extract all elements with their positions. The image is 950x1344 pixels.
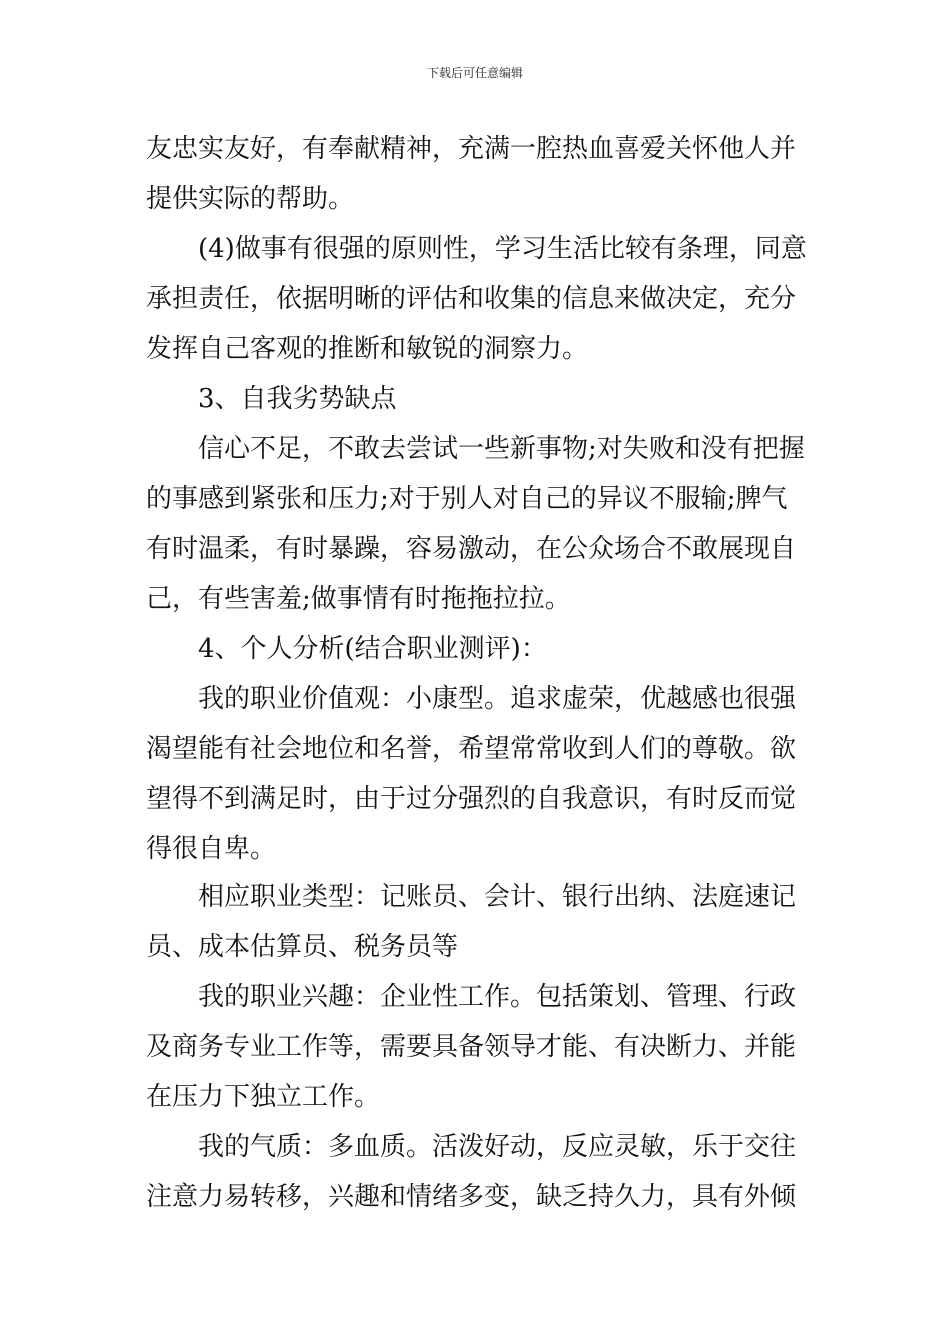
- text-line: 员、成本估算员、税务员等: [146, 932, 459, 962]
- text-line: 我的气质：多血质。活泼好动，反应灵敏，乐于交往: [198, 1132, 797, 1162]
- text-line: 相应职业类型：记账员、会计、银行出纳、法庭速记: [198, 882, 797, 912]
- text-line: 我的职业价值观：小康型。追求虚荣，优越感也很强: [198, 684, 797, 714]
- text-line: 我的职业兴趣：企业性工作。包括策划、管理、行政: [198, 982, 797, 1012]
- text-line: 渴望能有社会地位和名誉，希望常常收到人们的尊敬。欲: [146, 734, 797, 764]
- text-line: 友忠实友好，有奉献精神，充满一腔热血喜爱关怀他人并: [146, 134, 797, 164]
- text-line: 在压力下独立工作。: [146, 1082, 381, 1112]
- section-heading: 4、个人分析(结合职业测评)：: [198, 634, 547, 664]
- text-line: 提供实际的帮助。: [146, 184, 355, 214]
- text-line: 承担责任，依据明晰的评估和收集的信息来做决定，充分: [146, 284, 797, 314]
- page-header: 下载后可任意编辑: [426, 66, 523, 80]
- text-line: 注意力易转移，兴趣和情绪多变，缺乏持久力，具有外倾: [146, 1182, 797, 1212]
- text-line: 得很自卑。: [146, 834, 277, 864]
- section-heading: 3、自我劣势缺点: [198, 384, 397, 414]
- text-line: 望得不到满足时，由于过分强烈的自我意识，有时反而觉: [146, 784, 797, 814]
- text-line: 发挥自己客观的推断和敏锐的洞察力。: [146, 334, 589, 364]
- text-line: 信心不足，不敢去尝试一些新事物;对失败和没有把握: [198, 434, 805, 464]
- text-line: (4)做事有很强的原则性，学习生活比较有条理，同意: [198, 234, 807, 264]
- text-line: 及商务专业工作等，需要具备领导才能、有决断力、并能: [146, 1032, 797, 1062]
- text-line: 的事感到紧张和压力;对于别人对自己的异议不服输;脾气: [146, 484, 788, 514]
- text-line: 己，有些害羞;做事情有时拖拖拉拉。: [146, 584, 571, 614]
- text-line: 有时温柔，有时暴躁，容易激动，在公众场合不敢展现自: [146, 534, 797, 564]
